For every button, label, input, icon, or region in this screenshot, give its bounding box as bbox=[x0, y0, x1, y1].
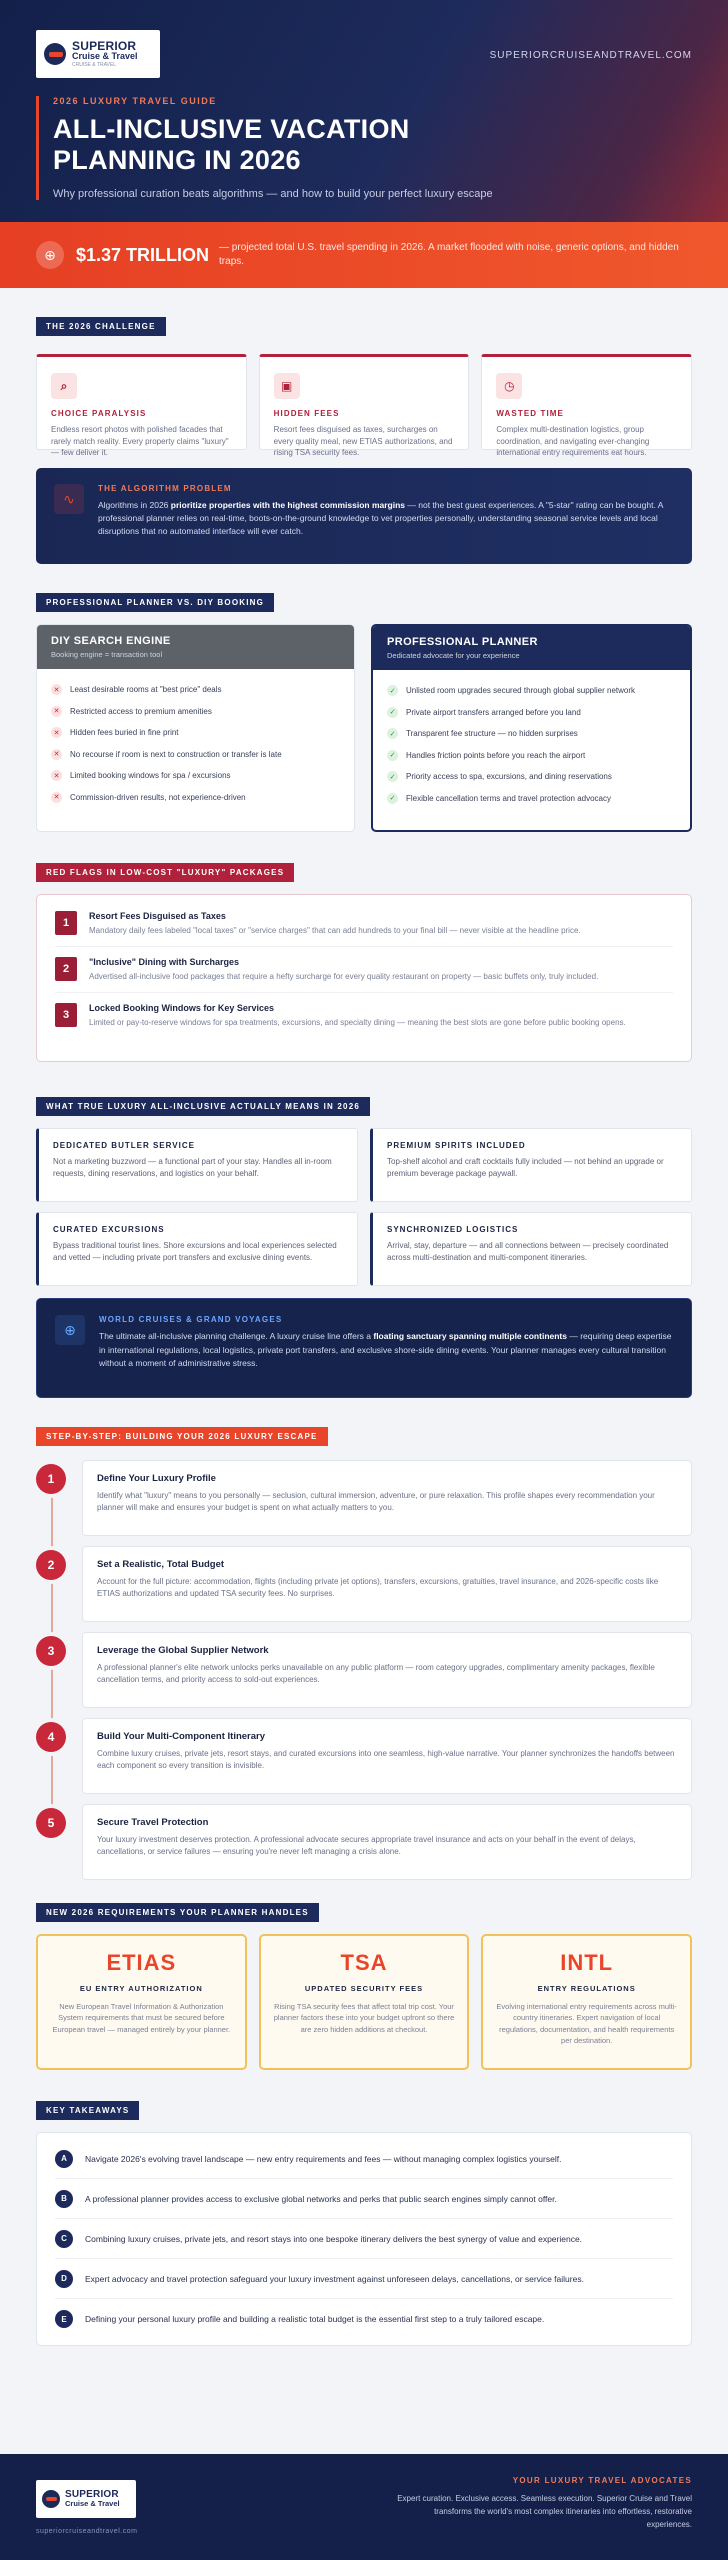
requirement-title: UPDATED SECURITY FEES bbox=[304, 1984, 424, 1993]
luxury-card bbox=[36, 1212, 358, 1286]
list-item: ✕ Commission-driven results, not experience-driven bbox=[51, 787, 340, 809]
step-title: Set a Realistic, Total Budget bbox=[97, 1559, 225, 1570]
list-item: ✓ Unlisted room upgrades secured through global supplier network bbox=[387, 680, 676, 702]
steps-section bbox=[0, 1426, 728, 1880]
pro-subtitle: Dedicated advocate for your experience bbox=[387, 651, 520, 660]
check-icon: ✓ bbox=[387, 750, 398, 761]
step-item bbox=[36, 1460, 692, 1536]
x-icon: ✕ bbox=[51, 770, 62, 781]
footer-about bbox=[392, 2476, 692, 2531]
ship-logo-icon bbox=[44, 43, 66, 65]
diy-header bbox=[37, 625, 354, 669]
list-item: ✓ Private airport transfers arranged before you land bbox=[387, 702, 676, 724]
pulse-icon: ∿ bbox=[54, 484, 84, 514]
x-icon: ✕ bbox=[51, 706, 62, 717]
footer-kicker: YOUR LUXURY TRAVEL ADVOCATES bbox=[512, 2476, 692, 2485]
flag-number: 1 bbox=[55, 911, 77, 935]
footer-logo[interactable] bbox=[36, 2480, 136, 2518]
card-text: Endless resort photos with polished facades that rarely match reality. Every property claims "luxury" — few deliver it. bbox=[51, 425, 229, 458]
hero-content bbox=[36, 96, 493, 200]
flag-title: Locked Booking Windows for Key Services bbox=[89, 1003, 274, 1014]
step-card bbox=[82, 1804, 692, 1880]
red-flags-list bbox=[36, 894, 692, 1062]
list-item: ✕ No recourse if room is next to construction or transfer is late bbox=[51, 744, 340, 766]
requirement-title: EU ENTRY AUTHORIZATION bbox=[79, 1984, 203, 1993]
logo-subname: Cruise & Travel bbox=[65, 2499, 120, 2509]
callout-title: WORLD CRUISES & GRAND VOYAGES bbox=[99, 1315, 283, 1324]
callout-text: Algorithms in 2026 prioritize properties with the highest commission margins — not the best guest experiences. A "5-star" rating can be bought. A professional planner relies on real-time, boots-on-the-ground knowledge to vet properties personally, understanding seasonal service levels and local disruptions that no automated interface will ever catch. bbox=[98, 500, 663, 537]
challenge-cards bbox=[36, 354, 692, 458]
luxury-card bbox=[370, 1128, 692, 1202]
page-footer bbox=[0, 2454, 728, 2560]
logo-name: SUPERIOR bbox=[72, 39, 137, 53]
hero-subtitle: Why professional curation beats algorithms — and how to build your perfect luxury escape bbox=[53, 188, 493, 201]
compare-section bbox=[0, 592, 728, 832]
step-item bbox=[36, 1804, 692, 1880]
requirement-title: ENTRY REGULATIONS bbox=[537, 1984, 636, 1993]
step-item bbox=[36, 1718, 692, 1794]
requirements-cards bbox=[36, 1934, 692, 2070]
luxury-title: DEDICATED BUTLER SERVICE bbox=[53, 1141, 195, 1150]
list-item: ✕ Restricted access to premium amenities bbox=[51, 701, 340, 723]
list-item: ✕ Hidden fees buried in fine print bbox=[51, 722, 340, 744]
takeaway-item bbox=[55, 2259, 673, 2299]
step-text: Identify what "luxury" means to you personally — seclusion, cultural immersion, adventure, or pure relaxation. This profile shapes every recommendation your planner will make and ensures your budget is spent on what actually matters to you. bbox=[97, 1491, 655, 1512]
footer-text: Expert curation. Exclusive access. Seamless execution. Superior Cruise and Travel transforms the world's most complex itineraries into effortless, restorative experiences. bbox=[397, 2494, 692, 2529]
card-title: HIDDEN FEES bbox=[273, 409, 340, 418]
takeaway-item bbox=[55, 2219, 673, 2259]
step-number: 3 bbox=[36, 1636, 66, 1666]
hero-kicker: 2026 LUXURY TRAVEL GUIDE bbox=[53, 96, 217, 106]
ship-logo-icon bbox=[42, 2490, 60, 2508]
takeaway-text: Navigate 2026's evolving travel landscape — new entry requirements and fees — without managing complex logistics yourself. bbox=[85, 2153, 562, 2164]
flag-number: 2 bbox=[55, 957, 77, 981]
logo-subname: Cruise & Travel bbox=[72, 51, 138, 61]
flag-item bbox=[55, 901, 673, 947]
requirement-code: TSA bbox=[340, 1950, 388, 1975]
world-cruise-callout bbox=[36, 1298, 692, 1398]
algorithm-callout bbox=[36, 468, 692, 564]
step-item bbox=[36, 1632, 692, 1708]
takeaway-text: Expert advocacy and travel protection safeguard your luxury investment against unforeseen delays, cancellations, or service failures. bbox=[85, 2273, 584, 2284]
section-tag: THE 2026 CHALLENGE bbox=[36, 317, 166, 336]
takeaway-letter: A bbox=[55, 2150, 73, 2168]
stat-description: — projected total U.S. travel spending in 2026. A market flooded with noise, generic options, and hidden traps. bbox=[219, 242, 679, 267]
logo-tagline: CRUISE & TRAVEL bbox=[72, 62, 116, 68]
x-icon: ✕ bbox=[51, 727, 62, 738]
takeaway-item bbox=[55, 2139, 673, 2179]
step-text: Your luxury investment deserves protection. A professional advocate secures appropriate travel insurance and acts on your behalf in the event of delays, cancellations, or service failures — ensuring you're never left managing a crisis alone. bbox=[97, 1835, 636, 1856]
brand-logo[interactable] bbox=[36, 30, 160, 78]
card-text: Resort fees disguised as taxes, surcharges on every quality meal, new ETIAS authorizations, and rising TSA security fees. bbox=[273, 425, 453, 458]
pro-title: PROFESSIONAL PLANNER bbox=[387, 636, 538, 648]
list-item: ✓ Handles friction points before you reach the airport bbox=[387, 745, 676, 767]
takeaway-text: Defining your personal luxury profile and building a realistic total budget is the essential first step to a truly tailored escape. bbox=[85, 2314, 545, 2324]
x-icon: ✕ bbox=[51, 749, 62, 760]
check-icon: ✓ bbox=[387, 771, 398, 782]
hero-header bbox=[0, 0, 728, 222]
list-item: ✕ Limited booking windows for spa / excursions bbox=[51, 765, 340, 787]
globe-icon: ⊕ bbox=[36, 241, 64, 269]
challenge-card bbox=[36, 354, 247, 458]
luxury-text: Bypass traditional tourist lines. Shore excursions and local experiences selected and vetted — including private port transfers and exclusive dining events. bbox=[53, 1241, 337, 1262]
requirement-text: New European Travel Information & Authorization System requirements that must be secured before European travel — managed entirely by your planner. bbox=[52, 2002, 231, 2034]
pro-header bbox=[373, 626, 690, 670]
diy-subtitle: Booking engine = transaction tool bbox=[51, 650, 163, 659]
flag-text: Mandatory daily fees labeled "local taxes" or "service charges" that can add hundreds to your final bill — never visible at the headline price. bbox=[89, 926, 581, 935]
challenge-card bbox=[259, 354, 470, 458]
card-text: Complex multi-destination logistics, group coordination, and navigating ever-changing international entry requirements eat hours. bbox=[496, 425, 650, 458]
stat-value: $1.37 TRILLION bbox=[76, 244, 210, 265]
step-title: Build Your Multi-Component Itinerary bbox=[97, 1731, 266, 1742]
step-number: 5 bbox=[36, 1808, 66, 1838]
takeaway-item bbox=[55, 2299, 673, 2339]
section-tag: PROFESSIONAL PLANNER VS. DIY BOOKING bbox=[36, 593, 274, 612]
takeaway-item bbox=[55, 2179, 673, 2219]
card-title: CHOICE PARALYSIS bbox=[51, 409, 147, 418]
step-card bbox=[82, 1632, 692, 1708]
red-flags-section bbox=[0, 862, 728, 1062]
step-card bbox=[82, 1460, 692, 1536]
lock-icon: ▣ bbox=[274, 373, 300, 399]
takeaway-letter: D bbox=[55, 2270, 73, 2288]
title-line-1: ALL-INCLUSIVE VACATION bbox=[53, 114, 410, 144]
luxury-title: PREMIUM SPIRITS INCLUDED bbox=[387, 1141, 526, 1150]
luxury-card bbox=[370, 1212, 692, 1286]
search-icon: ⌕ bbox=[51, 373, 77, 399]
step-number: 4 bbox=[36, 1722, 66, 1752]
requirement-code: ETIAS bbox=[106, 1950, 177, 1975]
stat-band bbox=[0, 222, 728, 288]
step-text: A professional planner's elite network unlocks perks unavailable on any public platform — room category upgrades, complimentary amenity packages, flexible cancellation terms, and priority access to sold-out experiences. bbox=[97, 1663, 655, 1684]
luxury-grid bbox=[36, 1128, 692, 1286]
step-text: Combine luxury cruises, private jets, resort stays, and curated excursions into one seamless, high-value narrative. Your planner synchronizes the handoffs between each component so every transition is invisible. bbox=[97, 1749, 675, 1770]
callout-title: THE ALGORITHM PROBLEM bbox=[98, 484, 232, 493]
title-line-2: PLANNING IN 2026 bbox=[53, 145, 301, 176]
flag-title: Resort Fees Disguised as Taxes bbox=[89, 911, 226, 921]
list-item: ✓ Priority access to spa, excursions, and dining reservations bbox=[387, 766, 676, 788]
section-tag: STEP-BY-STEP: BUILDING YOUR 2026 LUXURY ESCAPE bbox=[36, 1427, 328, 1446]
step-number: 2 bbox=[36, 1550, 66, 1580]
pro-list bbox=[373, 670, 690, 819]
list-item: ✓ Transparent fee structure — no hidden surprises bbox=[387, 723, 676, 745]
requirements-section bbox=[0, 1902, 728, 2070]
steps-timeline bbox=[36, 1460, 692, 1880]
diy-title: DIY SEARCH ENGINE bbox=[51, 635, 171, 647]
luxury-section bbox=[0, 1096, 728, 1398]
diy-column bbox=[36, 624, 355, 832]
requirement-code: INTL bbox=[560, 1950, 614, 1975]
pro-column bbox=[371, 624, 692, 832]
requirement-card bbox=[259, 1934, 470, 2070]
requirement-text: Evolving international entry requirements across multi-country itineraries. Expert navigation of local regulations, documentation, and health requirements per destination. bbox=[496, 2002, 677, 2045]
challenge-section bbox=[0, 316, 728, 564]
takeaway-letter: B bbox=[55, 2190, 73, 2208]
check-icon: ✓ bbox=[387, 728, 398, 739]
callout-text: The ultimate all-inclusive planning challenge. A luxury cruise line offers a floating sanctuary spanning multiple continents — requiring deep expertise in international regulations, local logistics, private port transfers, and exclusive shore-side dining events. Your planner manages every cultural transition without a moment of administrative stress. bbox=[99, 1331, 672, 1369]
takeaway-text: Combining luxury cruises, private jets, and resort stays into one bespoke itinerary delivers the best synergy of value and experience. bbox=[85, 2233, 583, 2244]
flag-text: Advertised all-inclusive food packages that require a hefty surcharge for every quality restaurant on property — basic buffets only, truly included. bbox=[89, 972, 599, 982]
flag-title: "Inclusive" Dining with Surcharges bbox=[89, 957, 240, 968]
step-card bbox=[82, 1546, 692, 1622]
luxury-text: Arrival, stay, departure — and all connections between — precisely coordinated across multi-destination and multi-component itineraries. bbox=[387, 1241, 669, 1262]
footer-url-link[interactable]: superiorcruiseandtravel.com bbox=[36, 2528, 138, 2535]
step-number: 1 bbox=[36, 1464, 66, 1494]
step-card bbox=[82, 1718, 692, 1794]
challenge-card bbox=[481, 354, 692, 458]
step-title: Secure Travel Protection bbox=[97, 1817, 209, 1828]
luxury-text: Not a marketing buzzword — a functional part of your stay. Handles all in-room requests, dining reservations, and logistics on your behalf. bbox=[53, 1157, 332, 1178]
diy-list bbox=[37, 669, 354, 818]
flag-item bbox=[55, 993, 673, 1038]
check-icon: ✓ bbox=[387, 685, 398, 696]
x-icon: ✕ bbox=[51, 792, 62, 803]
site-url-link[interactable]: SUPERIORCRUISEANDTRAVEL.COM bbox=[489, 50, 692, 61]
list-item: ✓ Flexible cancellation terms and travel protection advocacy bbox=[387, 788, 676, 810]
takeaway-text: A professional planner provides access to exclusive global networks and perks that public search engines simply cannot offer. bbox=[85, 2193, 557, 2204]
takeaway-letter: E bbox=[55, 2310, 73, 2328]
step-title: Leverage the Global Supplier Network bbox=[97, 1645, 269, 1656]
card-title: WASTED TIME bbox=[496, 409, 564, 418]
takeaways-list bbox=[36, 2132, 692, 2346]
flag-number: 3 bbox=[55, 1003, 77, 1027]
requirement-card bbox=[481, 1934, 692, 2070]
section-tag: RED FLAGS IN LOW-COST "LUXURY" PACKAGES bbox=[36, 863, 294, 882]
takeaway-letter: C bbox=[55, 2230, 73, 2248]
x-icon: ✕ bbox=[51, 684, 62, 695]
check-icon: ✓ bbox=[387, 707, 398, 718]
luxury-title: CURATED EXCURSIONS bbox=[53, 1225, 165, 1234]
comparison-columns bbox=[36, 624, 692, 832]
flag-text: Limited or pay-to-reserve windows for spa treatments, excursions, and specialty dining — meaning the best slots are gone before public booking opens. bbox=[89, 1018, 626, 1028]
flag-item bbox=[55, 947, 673, 993]
luxury-text: Top-shelf alcohol and craft cocktails fully included — not behind an upgrade or premium beverage package paywall. bbox=[387, 1157, 664, 1178]
section-tag: WHAT TRUE LUXURY ALL-INCLUSIVE ACTUALLY MEANS IN 2026 bbox=[36, 1097, 370, 1116]
section-tag: NEW 2026 REQUIREMENTS YOUR PLANNER HANDLES bbox=[36, 1903, 319, 1922]
globe-icon: ⊕ bbox=[55, 1315, 85, 1345]
step-text: Account for the full picture: accommodation, flights (including private jet options), transfers, excursions, gratuities, travel insurance, and 2026-specific costs like ETIAS authorizations and updated TSA security fees. No surprises. bbox=[97, 1577, 659, 1598]
list-item: ✕ Least desirable rooms at "best price" deals bbox=[51, 679, 340, 701]
section-tag: KEY TAKEAWAYS bbox=[36, 2101, 139, 2120]
check-icon: ✓ bbox=[387, 793, 398, 804]
requirement-text: Rising TSA security fees that affect total trip cost. Your planner factors these into your budget upfront so there are zero hidden additions at checkout. bbox=[273, 2002, 455, 2034]
step-title: Define Your Luxury Profile bbox=[97, 1473, 216, 1484]
luxury-card bbox=[36, 1128, 358, 1202]
luxury-title: SYNCHRONIZED LOGISTICS bbox=[387, 1225, 519, 1234]
step-item bbox=[36, 1546, 692, 1622]
requirement-card bbox=[36, 1934, 247, 2070]
takeaways-section bbox=[0, 2100, 728, 2346]
clock-icon: ◷ bbox=[496, 373, 522, 399]
page-title bbox=[53, 114, 493, 176]
logo-name: SUPERIOR bbox=[65, 2489, 119, 2501]
